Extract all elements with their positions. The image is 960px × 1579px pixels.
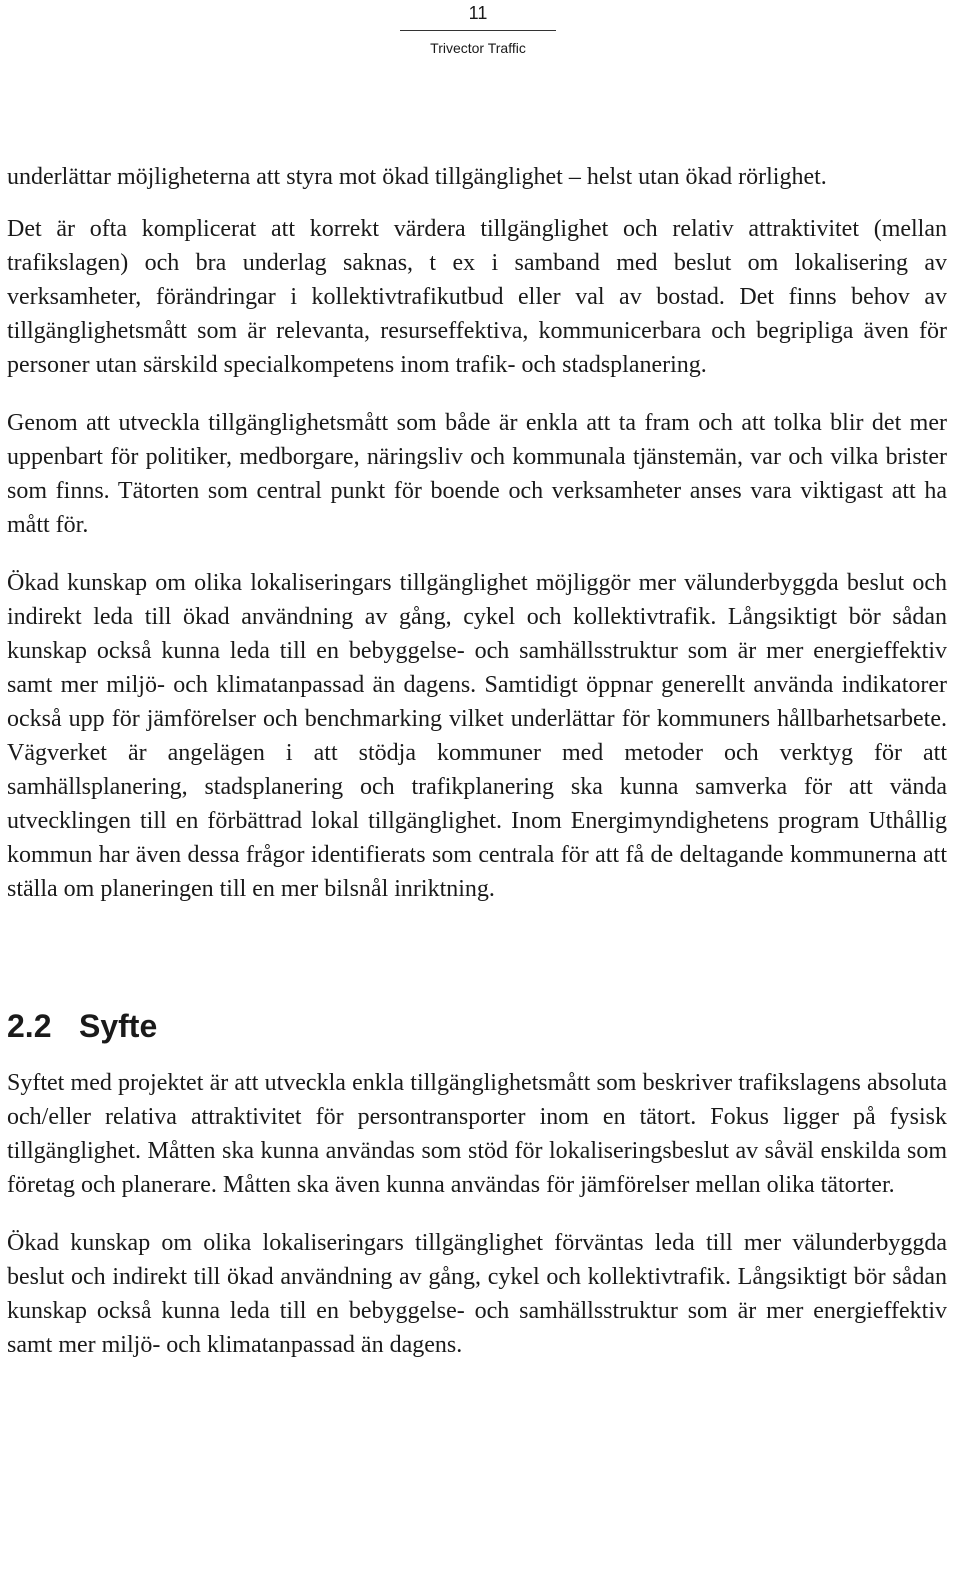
section-heading: [7, 1006, 947, 1046]
page-number: 11: [400, 0, 556, 31]
paragraph: underlättar möjligheterna att styra mot ökad tillgänglighet – helst utan ökad rörlighet.: [7, 164, 827, 190]
section-number: 2.2: [7, 1008, 52, 1044]
document-body: [7, 160, 947, 1362]
running-head: Trivector Traffic: [430, 40, 526, 56]
section-title: Syfte: [79, 1008, 158, 1044]
paragraph: Ökad kunskap om olika lokaliseringars tillgänglighet förväntas leda till mer välunderbyggda beslut och indirekt till ökad användning av gång, cykel och kollektivtrafik. Långsiktigt bör sådan kunskap också kunna leda till en bebyggelse- och samhällsstruktur som är mer energieffektiv samt mer miljö- och klimatanpassad än dagens.: [7, 1230, 947, 1358]
paragraph: Genom att utveckla tillgänglighetsmått som både är enkla att ta fram och att tolka blir det mer uppenbart för politiker, medborgare, näringsliv och kommunala tjänstemän, var och vilka brister som finns. Tätorten som central punkt för boende och verksamheter anses vara viktigast att ha mått för.: [7, 410, 947, 538]
paragraph: Det är ofta komplicerat att korrekt värdera tillgänglighet och relativ attraktivitet (mellan trafikslagen) och bra underlag saknas, t ex i samband med beslut om lokalisering av verksamheter, förändringar i kollektivtrafikutbud eller val av bostad. Det finns behov av tillgänglighetsmått som är relevanta, resurseffektiva, kommunicerbara och begripliga även för personer utan särskild specialkompetens inom trafik- och stadsplanering.: [7, 216, 947, 378]
paragraph: Syftet med projektet är att utveckla enkla tillgänglighetsmått som beskriver trafikslagens absoluta och/eller relativa attraktivitet för persontransporter inom en tätort. Fokus ligger på fysisk tillgänglighet. Måtten ska kunna användas som stöd för lokaliseringsbeslut av såväl enskilda som företag och planerare. Måtten ska även kunna användas för jämförelser mellan olika tätorter.: [7, 1070, 947, 1198]
page-header: [400, 0, 556, 57]
paragraph: Ökad kunskap om olika lokaliseringars tillgänglighet möjliggör mer välunderbyggda beslut och indirekt leda till ökad användning av gång, cykel och kollektivtrafik. Långsiktigt bör sådan kunskap också kunna leda till en bebyggelse- och samhällsstruktur som är mer energieffektiv samt mer miljö- och klimatanpassad än dagens. Samtidigt öppnar generellt använda indikatorer också upp för jämförelser och benchmarking vilket underlättar för kommuners hållbarhetsarbete. Vägverket är angelägen i att stödja kommuner med metoder och verktyg för att samhällsplanering, stadsplanering och trafikplanering ska kunna samverka för att vända utvecklingen till en förbättrad lokal tillgänglighet. Inom Energimyndighetens program Uthållig kommun har även dessa frågor identifierats som centrala för att få de deltagande kommunerna att ställa om planeringen till en mer bilsnål inriktning.: [7, 570, 947, 902]
